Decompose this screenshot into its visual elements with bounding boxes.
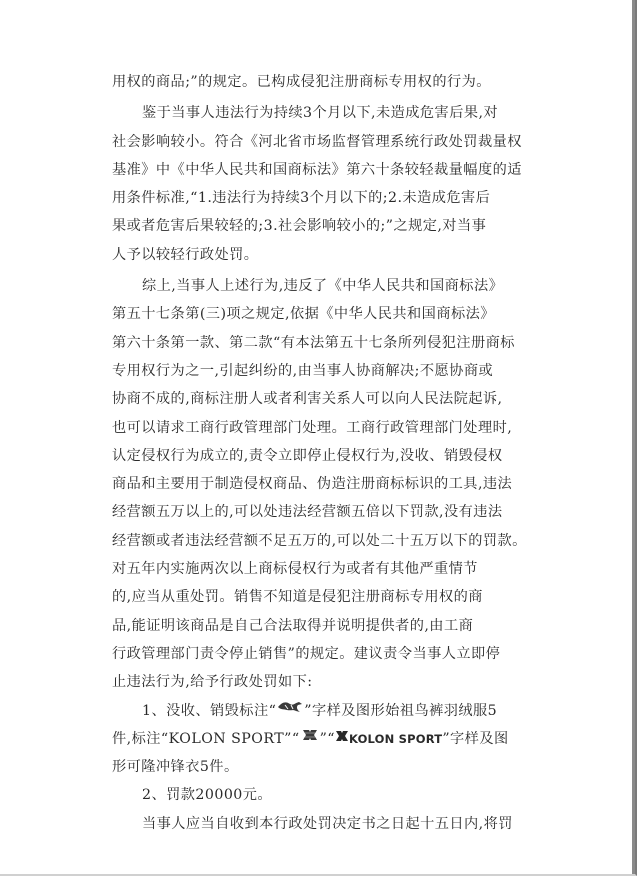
penalty-item-1-cont [112,725,546,753]
text-line: 社会影响较小。符合《河北省市场监督管理系统行政处罚裁量权 [112,133,522,150]
item-1-line2-c: ”字样及图 [442,730,509,747]
text-line: 认定侵权行为成立的,责令立即停止侵权行为,没收、销毁侵权 [112,447,503,464]
text-line: 人予以较轻行政处罚。 [112,246,259,263]
text-line: 鉴于当事人违法行为持续3个月以下,未造成危害后果,对 [142,105,499,122]
text-line: 协商不成的,商标注册人或者利害关系人可以向人民法院起诉, [112,391,503,408]
text-line: 商品和主要用于制造侵权商品、伪造注册商标标识的工具,违法 [112,476,513,493]
item-1-line2-b: ”“ [319,730,335,747]
scan-edge-shadow [632,0,635,876]
text-line: 基准》中《中华人民共和国商标法》第六十条较轻裁量幅度的适 [112,161,522,178]
text-line: 行政管理部门责令停止销售”的规定。建议责令当事人立即停 [112,645,501,662]
kolon-small-emblem-icon [335,725,349,753]
text-line: 形可隆冲锋衣5件。 [112,759,239,776]
document-body [112,68,546,838]
text-line: 果或者危害后果较轻的;3.社会影响较小的;”之规定,对当事 [112,218,487,235]
text-line: 当事人应当自收到本行政处罚决定书之日起十五日内,将罚 [142,815,513,832]
text-line: 经营额五万以上的,可以处违法经营额五倍以下罚款,没有违法 [112,504,503,521]
text-line: 第六十条第一款、第二款“有本法第五十七条所列侵犯注册商标 [112,334,515,351]
text-line: 综上,当事人上述行为,违反了《中华人民共和国商标法》 [142,278,504,295]
item-1-line2-a: 件,标注“KOLON SPORT”“ [112,730,300,747]
penalty-item-1 [112,697,546,725]
kolon-sport-wordmark: KOLON SPORT [348,731,443,746]
kolon-emblem-logo-icon [300,725,320,753]
arcteryx-bird-logo-icon [276,697,304,725]
text-line: 止违法行为,给予行政处罚如下: [112,674,313,691]
item-1-after-logo: ”字样及图形始祖鸟裤羽绒服5 [304,702,498,719]
text-line: 的,应当从重处罚。销售不知道是侵犯注册商标专用权的商 [112,589,483,606]
text-line: 品,能证明该商品是自己合法取得并说明提供者的,由工商 [112,617,474,634]
item-1-prefix: 1、没收、销毁标注“ [142,702,277,719]
text-line: 专用权行为之一,引起纠纷的,由当事人协商解决;不愿协商或 [112,362,494,379]
text-line: 经营额或者违法经营额不足五万的,可以处二十五万以下的罚款。 [112,532,527,549]
penalty-item-2: 2、罚款20000元。 [142,787,273,804]
text-line: 用条件标准,“1.违法行为持续3个月以下的;2.未造成危害后 [112,190,491,207]
text-line: 对五年内实施两次以上商标侵权行为或者有其他严重情节 [112,561,478,578]
text-line: 第五十七条第(三)项之规定,依据《中华人民共和国商标法》 [112,306,495,323]
text-line: 也可以请求工商行政管理部门处理。工商行政管理部门处理时, [112,419,513,436]
text-line: 用权的商品;”的规定。已构成侵犯注册商标专用权的行为。 [112,74,491,90]
